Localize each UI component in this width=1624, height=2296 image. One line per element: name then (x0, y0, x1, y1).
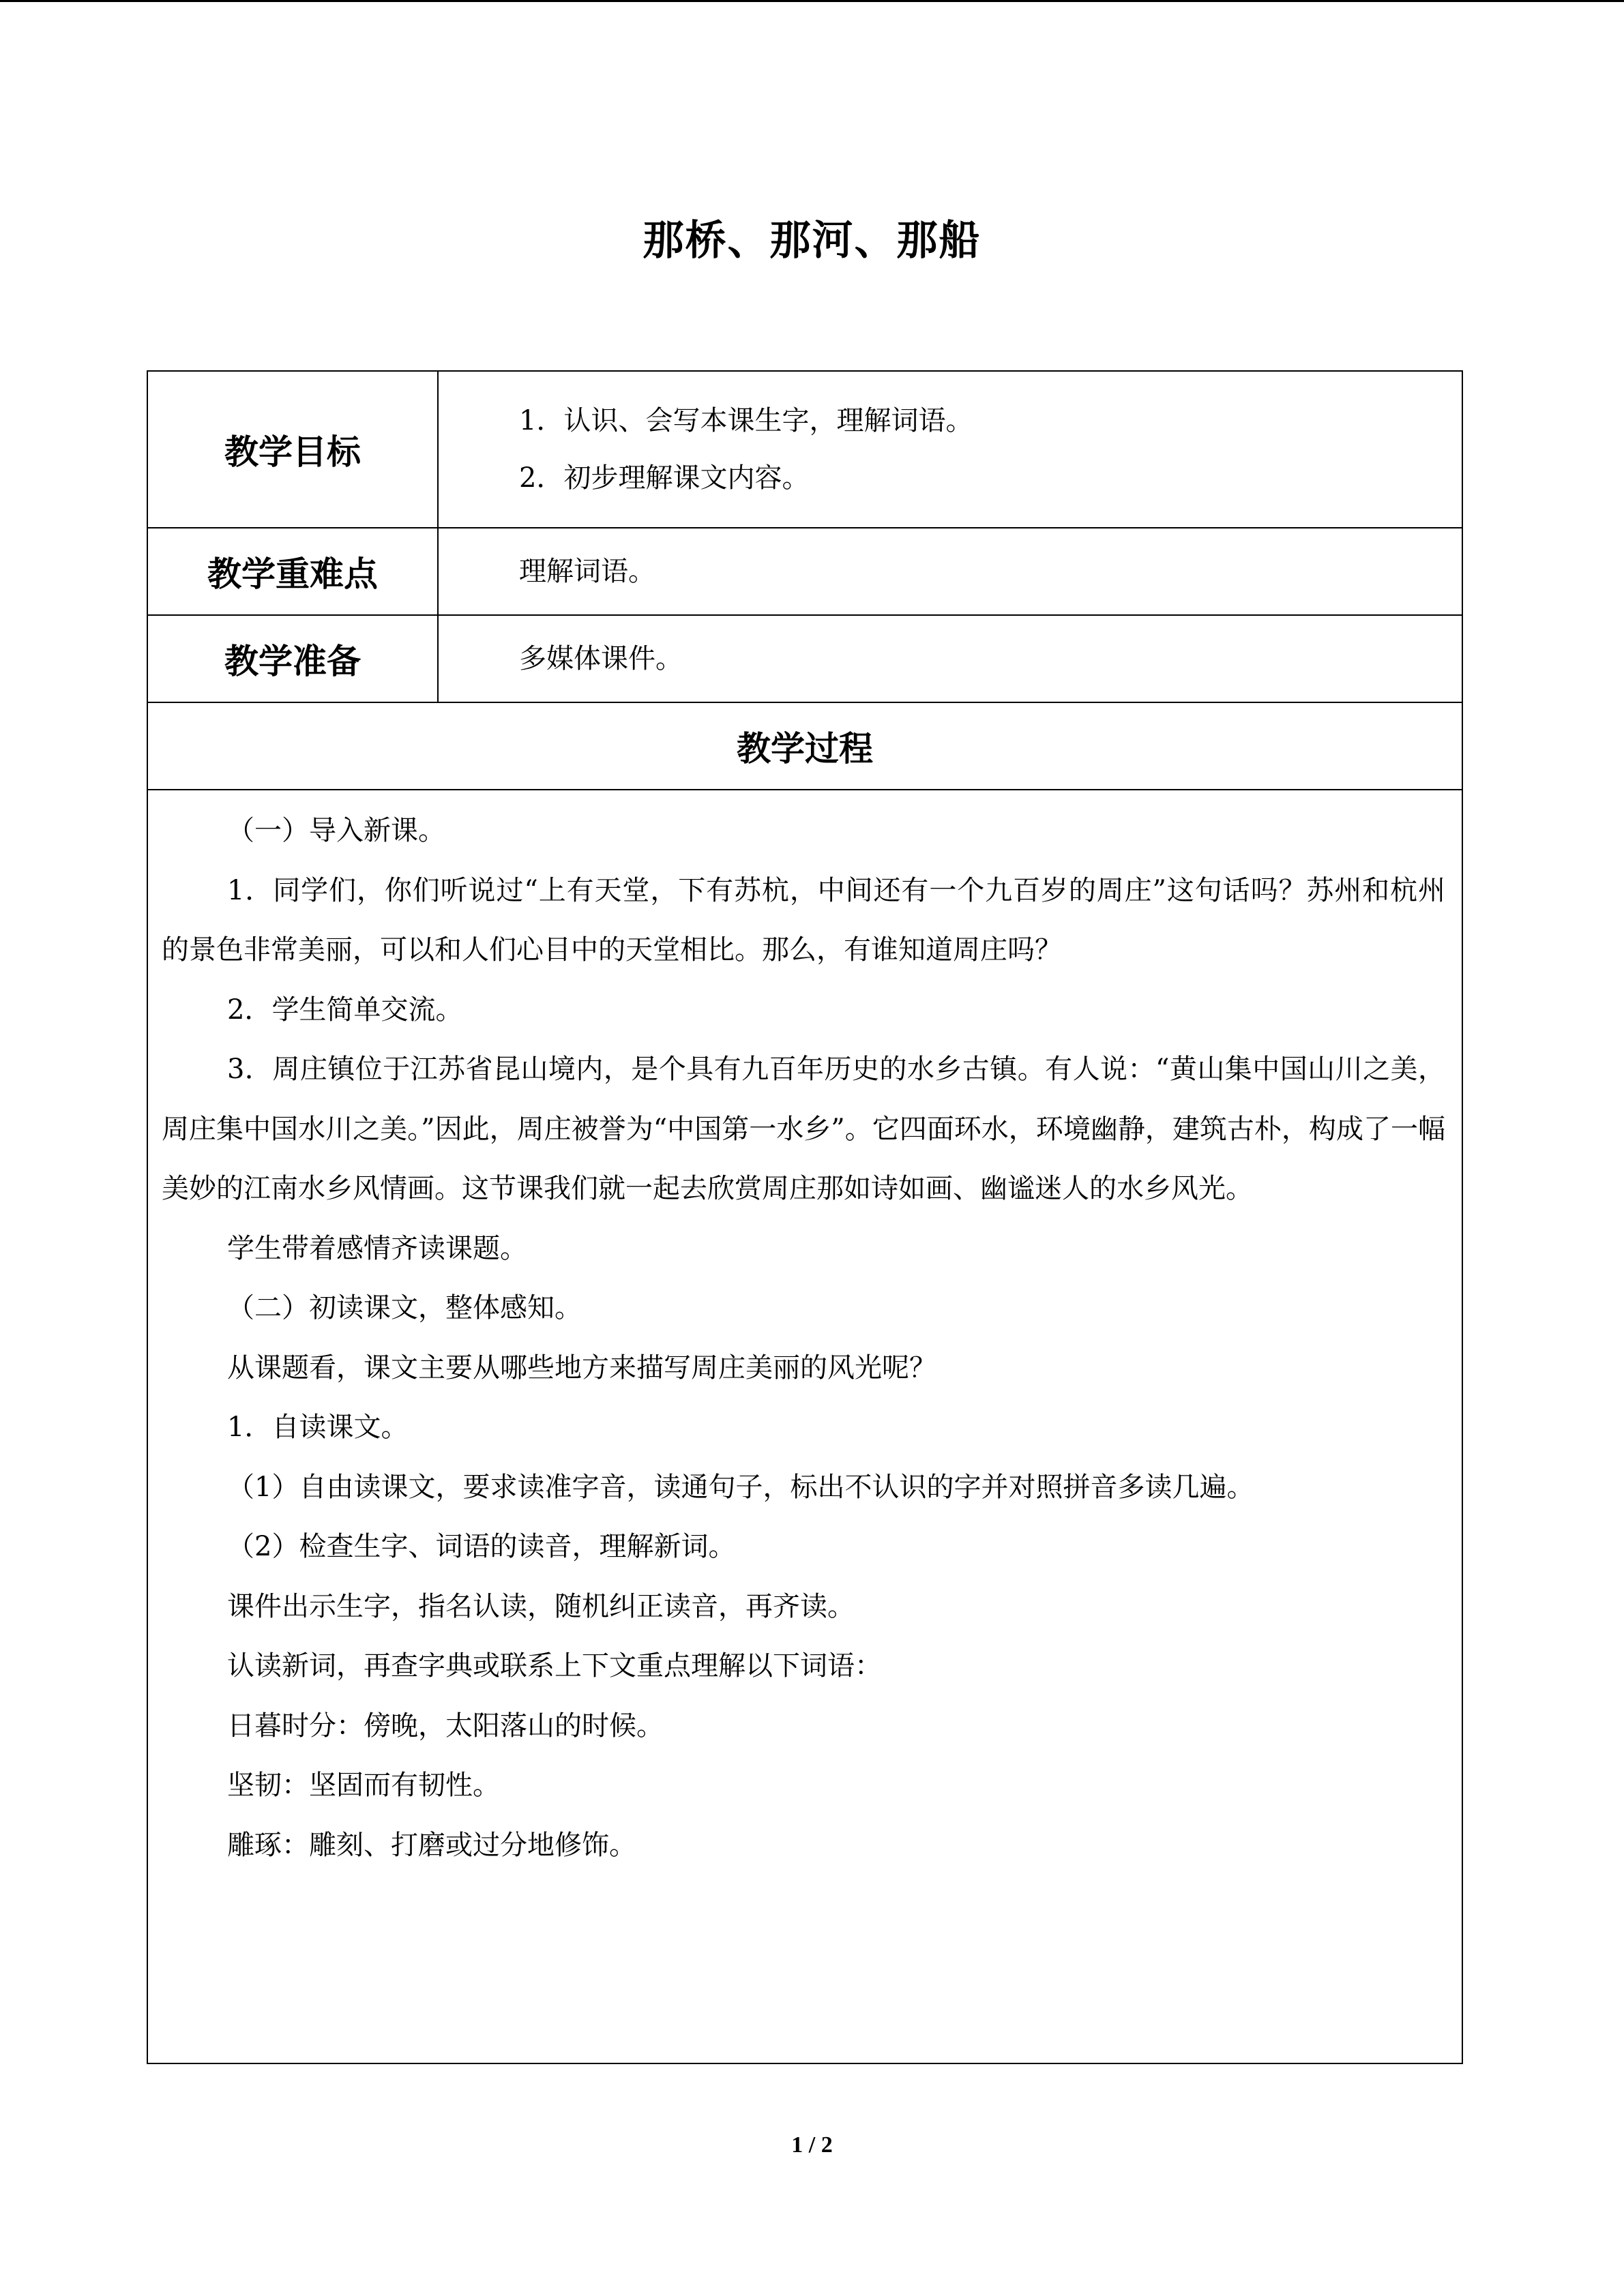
paragraph: 坚韧：坚固而有韧性。 (227, 1770, 500, 1801)
goals-value (438, 371, 1462, 528)
paragraph: 1．自读课文。 (227, 1412, 409, 1443)
process-body-row (147, 790, 1462, 2063)
paragraph: 认读新词，再查字典或联系上下文重点理解以下词语： (227, 1650, 882, 1682)
paragraph: 日暮时分：傍晚，太阳落山的时候。 (227, 1710, 664, 1742)
paragraph: （一）导入新课。 (227, 815, 445, 846)
process-header-row (147, 702, 1462, 790)
goal-item: 2．初步理解课文内容。 (519, 462, 810, 494)
paragraph: 3．周庄镇位于江苏省昆山境内，是个具有九百年历史的水乡古镇。有人说：“黄山集中国山川之美，周庄集中国水川之美。”因此，周庄被誉为“中国第一水乡”。它四面环水，环境幽静，建筑古朴，构成了一幅美妙的江南水乡风情画。这节课我们就一起去欣赏周庄那如诗如画、幽谧迷人的水乡风光。 (162, 1054, 1445, 1204)
goals-row (147, 371, 1462, 528)
document-title: 那桥、那河、那船 (643, 217, 981, 265)
key-points-text: 理解词语。 (519, 556, 655, 587)
process-heading: 教学过程 (147, 702, 1462, 790)
preparation-row (147, 615, 1462, 702)
page-number: 1 / 2 (791, 2132, 833, 2158)
process-body (147, 790, 1462, 2063)
paragraph: （1）自由读课文，要求读准字音，读通句子，标出不认识的字并对照拼音多读几遍。 (227, 1471, 1254, 1503)
page-top-rule (0, 0, 1624, 2)
key-points-row (147, 528, 1462, 615)
goals-label: 教学目标 (147, 371, 438, 528)
paragraph: 雕琢：雕刻、打磨或过分地修饰。 (227, 1829, 636, 1861)
key-points-value (438, 528, 1462, 615)
paragraph: 学生带着感情齐读课题。 (227, 1232, 527, 1264)
paragraph: 1．同学们，你们听说过“上有天堂，下有苏杭，中间还有一个九百岁的周庄”这句话吗？苏州和杭州的景色非常美丽，可以和人们心目中的天堂相比。那么，有谁知道周庄吗？ (162, 874, 1445, 966)
key-points-label: 教学重难点 (147, 528, 438, 615)
paragraph: （2）检查生字、词语的读音，理解新词。 (227, 1531, 736, 1562)
preparation-text: 多媒体课件。 (519, 643, 683, 674)
lesson-plan-table (147, 370, 1463, 2064)
goal-item: 1．认识、会写本课生字，理解词语。 (519, 405, 973, 436)
paragraph: 2．学生简单交流。 (227, 994, 463, 1026)
paragraph: 课件出示生字，指名认读，随机纠正读音，再齐读。 (227, 1590, 855, 1622)
paragraph: （二）初读课文，整体感知。 (227, 1292, 582, 1324)
preparation-label: 教学准备 (147, 615, 438, 702)
preparation-value (438, 615, 1462, 702)
paragraph: 从课题看，课文主要从哪些地方来描写周庄美丽的风光呢？ (227, 1352, 936, 1384)
